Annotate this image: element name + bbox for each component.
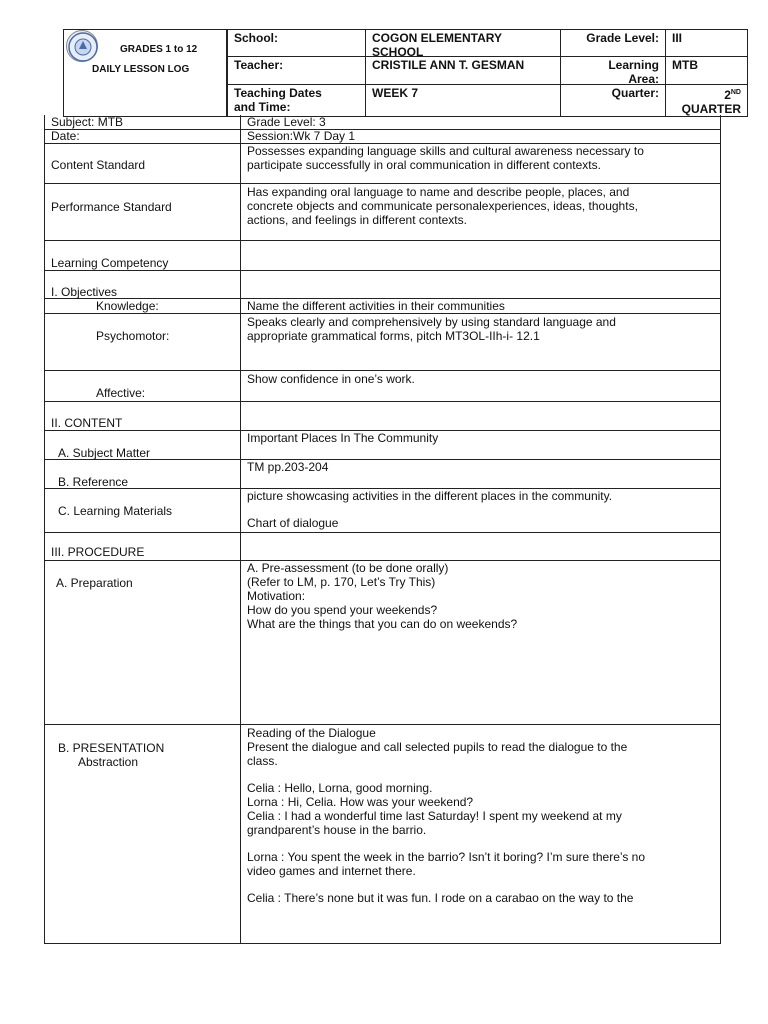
grade-level-label: Grade Level: (560, 29, 666, 57)
procedure-label: III. PROCEDURE (51, 545, 145, 559)
row-line (44, 240, 721, 241)
preparation-content: A. Pre-assessment (to be done orally) (Refer to LM, p. 170, Let’s Try This) Motivation: How do you spend your weekends? What are the things that you can do on weekends? (247, 561, 518, 631)
learning-competency-label: Learning Competency (51, 256, 169, 270)
psychomotor-label: Psychomotor: (96, 329, 170, 343)
daily-lesson-log-title: DAILY LESSON LOG (92, 64, 190, 75)
reference-value: TM pp.203-204 (247, 460, 329, 474)
reference-label: B. Reference (58, 475, 129, 489)
preparation-label: A. Preparation (56, 576, 133, 590)
row-line (44, 270, 721, 271)
row-line (44, 313, 721, 314)
deped-seal-icon (66, 30, 98, 62)
learning-materials-value-1: picture showcasing activities in the different places in the community. (247, 489, 613, 503)
teacher-label: Teacher: (227, 56, 366, 85)
school-label: School: (227, 29, 366, 57)
abstraction-label: Abstraction (78, 755, 139, 769)
subject-label: Subject: MTB (51, 115, 124, 129)
quarter-value: 2ND QUARTER (665, 84, 748, 117)
row-line (44, 401, 721, 402)
performance-standard-label: Performance Standard (51, 200, 172, 214)
grade-level-row: Grade Level: 3 (247, 115, 326, 129)
teaching-dates-value: WEEK 7 (365, 84, 561, 117)
objectives-label: I. Objectives (51, 285, 118, 299)
quarter-label: Quarter: (560, 84, 666, 117)
affective-value: Show confidence in one’s work. (247, 372, 415, 386)
content-section-label: II. CONTENT (51, 416, 123, 430)
presentation-label: B. PRESENTATION (58, 741, 165, 755)
learning-materials-value-2: Chart of dialogue (247, 516, 339, 530)
learning-materials-label: C. Learning Materials (58, 504, 173, 518)
row-line (44, 183, 721, 184)
teacher-value: CRISTILE ANN T. GESMAN (365, 56, 561, 85)
content-standard-label: Content Standard (51, 158, 146, 172)
psychomotor-value: Speaks clearly and comprehensively by using standard language and appropriate grammatical forms, pitch MT3OL-IIh-i- 12.1 (247, 315, 616, 343)
session-value: Session:Wk 7 Day 1 (247, 129, 356, 143)
knowledge-value: Name the different activities in their communities (247, 299, 505, 313)
subject-matter-label: A. Subject Matter (58, 446, 151, 460)
row-line (44, 532, 721, 533)
grades-label: GRADES 1 to 12 (120, 44, 198, 55)
performance-standard-value: Has expanding oral language to name and describe people, places, and concrete objects and communicate personalexperiences, ideas, thoughts, actions, and feelings in different contexts. (247, 185, 638, 227)
subject-matter-value: Important Places In The Community (247, 431, 439, 445)
row-line (44, 370, 721, 371)
learning-area-value: MTB (665, 56, 748, 85)
presentation-content: Reading of the Dialogue Present the dialogue and call selected pupils to read the dialogue to the class. Celia : Hello, Lorna, good morning. Lorna : Hi, Celia. How was your weekend? Celia : I had a wonderful time last Saturday! I spent my weekend at my grandparent’s house in the barrio. Lorna : You spent the week in the barrio? Isn’t it boring? I’m sure there’s no video games and internet there. Celia : There’s none but it was fun. I rode on a carabao on the way to the (247, 726, 646, 905)
row-line (44, 129, 721, 130)
grade-level-value: III (665, 29, 748, 57)
row-line (44, 724, 721, 725)
teaching-dates-label: Teaching Dates and Time: (227, 84, 366, 117)
content-standard-value: Possesses expanding language skills and cultural awareness necessary to participate successfully in oral communication in different contexts. (247, 144, 644, 172)
affective-label: Affective: (96, 386, 146, 400)
knowledge-label: Knowledge: (96, 299, 159, 313)
learning-area-label: Learning Area: (560, 56, 666, 85)
date-label: Date: (51, 129, 80, 143)
school-value: COGON ELEMENTARY SCHOOL (365, 29, 561, 57)
